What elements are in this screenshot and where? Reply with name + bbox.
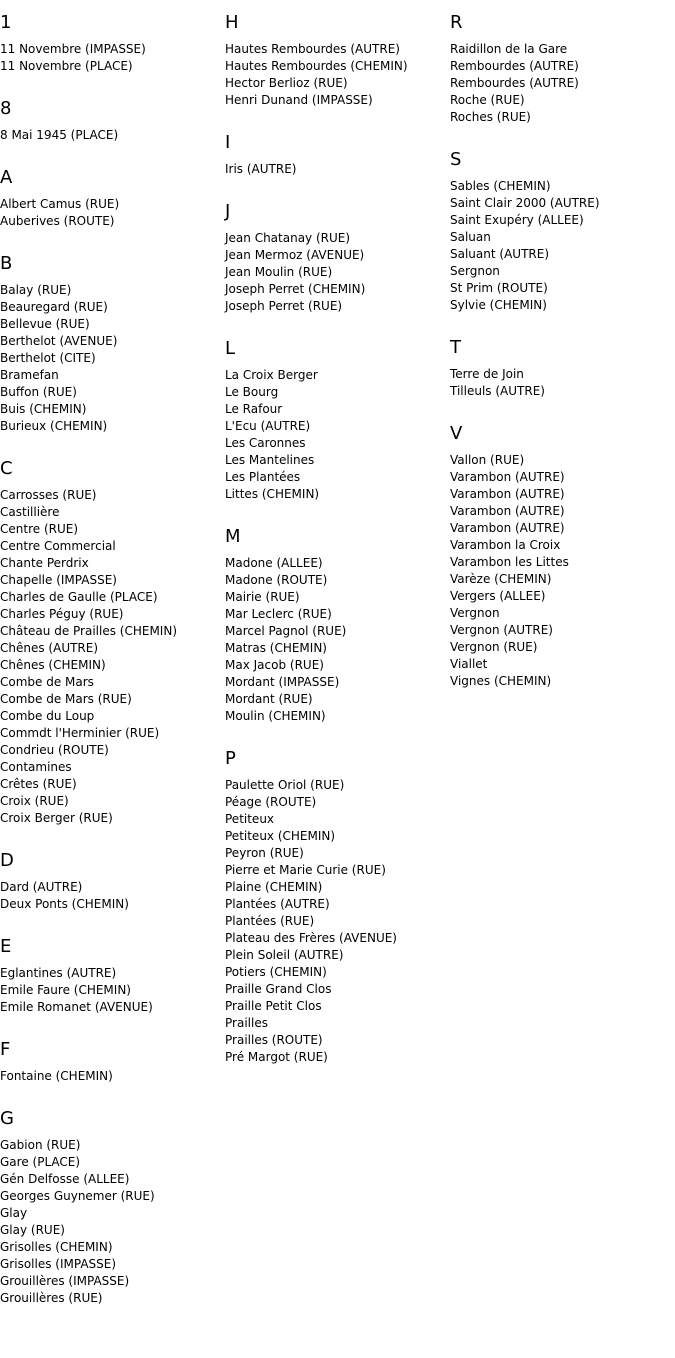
street-link[interactable]: Albert Camus (RUE) bbox=[0, 197, 120, 211]
letter-section bbox=[0, 936, 225, 1016]
street-link[interactable]: Varèze (CHEMIN) bbox=[450, 572, 552, 586]
street-link[interactable]: Crêtes (RUE) bbox=[0, 777, 77, 791]
street-link[interactable]: Burieux (CHEMIN) bbox=[0, 419, 108, 433]
street-link[interactable]: Varambon (AUTRE) bbox=[450, 470, 565, 484]
street-link[interactable]: Hautes Rembourdes (CHEMIN) bbox=[225, 59, 408, 73]
street-link[interactable]: Jean Mermoz (AVENUE) bbox=[225, 248, 365, 262]
letter-heading: 8 bbox=[0, 98, 12, 119]
street-link[interactable]: Vergnon bbox=[450, 606, 500, 620]
street-link[interactable]: Combe de Mars bbox=[0, 675, 94, 689]
street-link[interactable]: Grouillères (RUE) bbox=[0, 1291, 103, 1305]
street-link[interactable]: Mordant (RUE) bbox=[225, 692, 313, 706]
street-link[interactable]: Vallon (RUE) bbox=[450, 453, 525, 467]
street-link[interactable]: Balay (RUE) bbox=[0, 283, 72, 297]
street-link[interactable]: Berthelot (CITE) bbox=[0, 351, 96, 365]
street-link[interactable]: Centre Commercial bbox=[0, 539, 116, 553]
letter-heading: T bbox=[450, 337, 461, 358]
street-link[interactable]: Gabion (RUE) bbox=[0, 1138, 81, 1152]
street-link[interactable]: 8 Mai 1945 (PLACE) bbox=[0, 128, 119, 142]
street-link[interactable]: Buffon (RUE) bbox=[0, 385, 77, 399]
street-link[interactable]: Vignes (CHEMIN) bbox=[450, 674, 552, 688]
letter-section bbox=[225, 201, 450, 315]
letter-section bbox=[0, 12, 225, 75]
letter-section bbox=[450, 337, 675, 400]
letter-section bbox=[225, 526, 450, 725]
street-link[interactable]: Mar Leclerc (RUE) bbox=[225, 607, 332, 621]
street-link[interactable]: Sergnon bbox=[450, 264, 500, 278]
street-link[interactable]: Bellevue (RUE) bbox=[0, 317, 90, 331]
letter-heading: A bbox=[0, 167, 13, 188]
street-link[interactable]: Le Bourg bbox=[225, 385, 279, 399]
street-link[interactable]: Pierre et Marie Curie (RUE) bbox=[225, 863, 386, 877]
street-link[interactable]: Les Plantées bbox=[225, 470, 301, 484]
letter-section bbox=[450, 149, 675, 314]
street-link[interactable]: Charles de Gaulle (PLACE) bbox=[0, 590, 158, 604]
street-link[interactable]: Moulin (CHEMIN) bbox=[225, 709, 326, 723]
street-link[interactable]: Glay bbox=[0, 1206, 28, 1220]
street-link[interactable]: Rembourdes (AUTRE) bbox=[450, 76, 579, 90]
street-link[interactable]: Deux Ponts (CHEMIN) bbox=[0, 897, 129, 911]
street-link[interactable]: Contamines bbox=[0, 760, 72, 774]
street-link[interactable]: Jean Chatanay (RUE) bbox=[225, 231, 351, 245]
letter-heading: 1 bbox=[0, 12, 12, 33]
street-link[interactable]: Saint Exupéry (ALLEE) bbox=[450, 213, 584, 227]
street-list bbox=[0, 487, 225, 827]
street-list bbox=[225, 230, 450, 315]
street-link[interactable]: Varambon (AUTRE) bbox=[450, 521, 565, 535]
street-link[interactable]: Grouillères (IMPASSE) bbox=[0, 1274, 130, 1288]
letter-section bbox=[225, 338, 450, 503]
street-link[interactable]: Vergnon (AUTRE) bbox=[450, 623, 553, 637]
street-link[interactable]: Saint Clair 2000 (AUTRE) bbox=[450, 196, 600, 210]
street-link[interactable]: Fontaine (CHEMIN) bbox=[0, 1069, 113, 1083]
street-link[interactable]: Gén Delfosse (ALLEE) bbox=[0, 1172, 130, 1186]
street-list bbox=[450, 178, 675, 314]
street-link[interactable]: Varambon (AUTRE) bbox=[450, 487, 565, 501]
letter-heading: S bbox=[450, 149, 462, 170]
street-link[interactable]: Terre de Join bbox=[450, 367, 524, 381]
letter-section bbox=[450, 12, 675, 126]
letter-section bbox=[0, 98, 225, 144]
street-link[interactable]: Vergnon (RUE) bbox=[450, 640, 538, 654]
street-link[interactable]: Croix (RUE) bbox=[0, 794, 69, 808]
letter-heading: H bbox=[225, 12, 239, 33]
street-list bbox=[0, 1068, 225, 1085]
street-link[interactable]: Vergers (ALLEE) bbox=[450, 589, 546, 603]
street-link[interactable]: Iris (AUTRE) bbox=[225, 162, 297, 176]
street-link[interactable]: Hector Berlioz (RUE) bbox=[225, 76, 348, 90]
street-link[interactable]: Praille Grand Clos bbox=[225, 982, 332, 996]
street-link[interactable]: Littes (CHEMIN) bbox=[225, 487, 320, 501]
street-link[interactable]: 11 Novembre (IMPASSE) bbox=[0, 42, 146, 56]
street-link[interactable]: Combe du Loup bbox=[0, 709, 95, 723]
street-link[interactable]: Buis (CHEMIN) bbox=[0, 402, 87, 416]
letter-heading: F bbox=[0, 1039, 11, 1060]
letter-section bbox=[0, 1039, 225, 1085]
letter-heading: C bbox=[0, 458, 13, 479]
street-link[interactable]: Dard (AUTRE) bbox=[0, 880, 83, 894]
street-link[interactable]: Grisolles (CHEMIN) bbox=[0, 1240, 113, 1254]
street-link[interactable]: Joseph Perret (CHEMIN) bbox=[225, 282, 366, 296]
street-link[interactable]: Potiers (CHEMIN) bbox=[225, 965, 327, 979]
street-link[interactable]: St Prim (ROUTE) bbox=[450, 281, 548, 295]
street-list bbox=[0, 965, 225, 1016]
street-link[interactable]: Matras (CHEMIN) bbox=[225, 641, 327, 655]
letter-section bbox=[0, 167, 225, 230]
index-column-1 bbox=[0, 12, 225, 1330]
street-link[interactable]: Varambon la Croix bbox=[450, 538, 561, 552]
street-link[interactable]: Plein Soleil (AUTRE) bbox=[225, 948, 344, 962]
street-link[interactable]: Peyron (RUE) bbox=[225, 846, 304, 860]
street-link[interactable]: Pré Margot (RUE) bbox=[225, 1050, 328, 1064]
letter-section bbox=[0, 253, 225, 435]
street-link[interactable]: Gare (PLACE) bbox=[0, 1155, 81, 1169]
street-link[interactable]: Combe de Mars (RUE) bbox=[0, 692, 132, 706]
street-list bbox=[225, 777, 450, 1066]
street-link[interactable]: Bramefan bbox=[0, 368, 59, 382]
street-link[interactable]: Plantées (AUTRE) bbox=[225, 897, 330, 911]
street-link[interactable]: L'Ecu (AUTRE) bbox=[225, 419, 311, 433]
street-link[interactable]: Charles Péguy (RUE) bbox=[0, 607, 124, 621]
street-link[interactable]: Glay (RUE) bbox=[0, 1223, 65, 1237]
street-link[interactable]: Le Rafour bbox=[225, 402, 283, 416]
street-link[interactable]: Varambon (AUTRE) bbox=[450, 504, 565, 518]
street-list bbox=[0, 41, 225, 75]
street-list bbox=[450, 366, 675, 400]
street-list bbox=[0, 196, 225, 230]
street-link[interactable]: Petiteux (CHEMIN) bbox=[225, 829, 336, 843]
street-link[interactable]: Emile Faure (CHEMIN) bbox=[0, 983, 131, 997]
street-link[interactable]: Les Mantelines bbox=[225, 453, 315, 467]
street-list bbox=[450, 452, 675, 690]
letter-heading: J bbox=[225, 201, 231, 222]
street-link[interactable]: Madone (ROUTE) bbox=[225, 573, 328, 587]
street-link[interactable]: Condrieu (ROUTE) bbox=[0, 743, 109, 757]
street-link[interactable]: Plateau des Frères (AVENUE) bbox=[225, 931, 397, 945]
street-link[interactable]: Beauregard (RUE) bbox=[0, 300, 108, 314]
street-list bbox=[0, 879, 225, 913]
street-link[interactable]: Croix Berger (RUE) bbox=[0, 811, 113, 825]
letter-heading: G bbox=[0, 1108, 14, 1129]
street-list bbox=[0, 1137, 225, 1307]
street-list bbox=[225, 555, 450, 725]
street-list bbox=[225, 161, 450, 178]
street-link[interactable]: Plantées (RUE) bbox=[225, 914, 315, 928]
street-link[interactable]: Eglantines (AUTRE) bbox=[0, 966, 117, 980]
letter-section bbox=[225, 748, 450, 1066]
street-link[interactable]: 11 Novembre (PLACE) bbox=[0, 59, 133, 73]
street-link[interactable]: Chênes (AUTRE) bbox=[0, 641, 99, 655]
street-link[interactable]: Mordant (IMPASSE) bbox=[225, 675, 340, 689]
street-list bbox=[225, 41, 450, 109]
street-link[interactable]: Prailles (ROUTE) bbox=[225, 1033, 323, 1047]
letter-heading: R bbox=[450, 12, 463, 33]
street-link[interactable]: Commdt l'Herminier (RUE) bbox=[0, 726, 160, 740]
street-link[interactable]: Péage (ROUTE) bbox=[225, 795, 317, 809]
street-link[interactable]: Grisolles (IMPASSE) bbox=[0, 1257, 117, 1271]
street-link[interactable]: Les Caronnes bbox=[225, 436, 306, 450]
letter-heading: I bbox=[225, 132, 231, 153]
street-link[interactable]: Jean Moulin (RUE) bbox=[225, 265, 333, 279]
street-link[interactable]: Rembourdes (AUTRE) bbox=[450, 59, 579, 73]
street-link[interactable]: Paulette Oriol (RUE) bbox=[225, 778, 345, 792]
street-link[interactable]: Emile Romanet (AVENUE) bbox=[0, 1000, 153, 1014]
street-link[interactable]: Viallet bbox=[450, 657, 488, 671]
letter-heading: P bbox=[225, 748, 236, 769]
street-link[interactable]: Saluant (AUTRE) bbox=[450, 247, 549, 261]
letter-section bbox=[225, 132, 450, 178]
street-list bbox=[225, 367, 450, 503]
street-link[interactable]: Saluan bbox=[450, 230, 491, 244]
street-link[interactable]: Sables (CHEMIN) bbox=[450, 179, 551, 193]
street-link[interactable]: Tilleuls (AUTRE) bbox=[450, 384, 545, 398]
street-link[interactable]: Château de Prailles (CHEMIN) bbox=[0, 624, 177, 638]
letter-heading: V bbox=[450, 423, 463, 444]
street-link[interactable]: Hautes Rembourdes (AUTRE) bbox=[225, 42, 400, 56]
street-link[interactable]: Henri Dunand (IMPASSE) bbox=[225, 93, 373, 107]
letter-heading: B bbox=[0, 253, 13, 274]
street-link[interactable]: Petiteux bbox=[225, 812, 275, 826]
street-link[interactable]: Chapelle (IMPASSE) bbox=[0, 573, 117, 587]
street-link[interactable]: Plaine (CHEMIN) bbox=[225, 880, 323, 894]
street-link[interactable]: Auberives (ROUTE) bbox=[0, 214, 115, 228]
street-link[interactable]: Mairie (RUE) bbox=[225, 590, 300, 604]
street-link[interactable]: Castillière bbox=[0, 505, 60, 519]
street-link[interactable]: Raidillon de la Gare bbox=[450, 42, 568, 56]
street-link[interactable]: Berthelot (AVENUE) bbox=[0, 334, 118, 348]
street-link[interactable]: Prailles bbox=[225, 1016, 268, 1030]
street-link[interactable]: Madone (ALLEE) bbox=[225, 556, 323, 570]
letter-heading: D bbox=[0, 850, 14, 871]
street-link[interactable]: Centre (RUE) bbox=[0, 522, 79, 536]
letter-section bbox=[225, 12, 450, 109]
letter-heading: M bbox=[225, 526, 241, 547]
street-link[interactable]: Carrosses (RUE) bbox=[0, 488, 97, 502]
street-link[interactable]: Praille Petit Clos bbox=[225, 999, 322, 1013]
street-link[interactable]: Roche (RUE) bbox=[450, 93, 525, 107]
letter-section bbox=[0, 1108, 225, 1307]
street-link[interactable]: La Croix Berger bbox=[225, 368, 318, 382]
letter-heading: L bbox=[225, 338, 236, 359]
index-column-3 bbox=[450, 12, 675, 713]
street-list bbox=[0, 282, 225, 435]
street-link[interactable]: Sylvie (CHEMIN) bbox=[450, 298, 547, 312]
letter-section bbox=[0, 850, 225, 913]
street-link[interactable]: Chênes (CHEMIN) bbox=[0, 658, 106, 672]
street-link[interactable]: Marcel Pagnol (RUE) bbox=[225, 624, 347, 638]
index-column-2 bbox=[225, 12, 450, 1089]
street-link[interactable]: Max Jacob (RUE) bbox=[225, 658, 324, 672]
street-link[interactable]: Chante Perdrix bbox=[0, 556, 89, 570]
letter-heading: E bbox=[0, 936, 12, 957]
street-list bbox=[0, 127, 225, 144]
street-list bbox=[450, 41, 675, 126]
street-link[interactable]: Joseph Perret (RUE) bbox=[225, 299, 343, 313]
street-link[interactable]: Roches (RUE) bbox=[450, 110, 531, 124]
letter-section bbox=[450, 423, 675, 690]
street-link[interactable]: Varambon les Littes bbox=[450, 555, 569, 569]
street-link[interactable]: Georges Guynemer (RUE) bbox=[0, 1189, 155, 1203]
letter-section bbox=[0, 458, 225, 827]
